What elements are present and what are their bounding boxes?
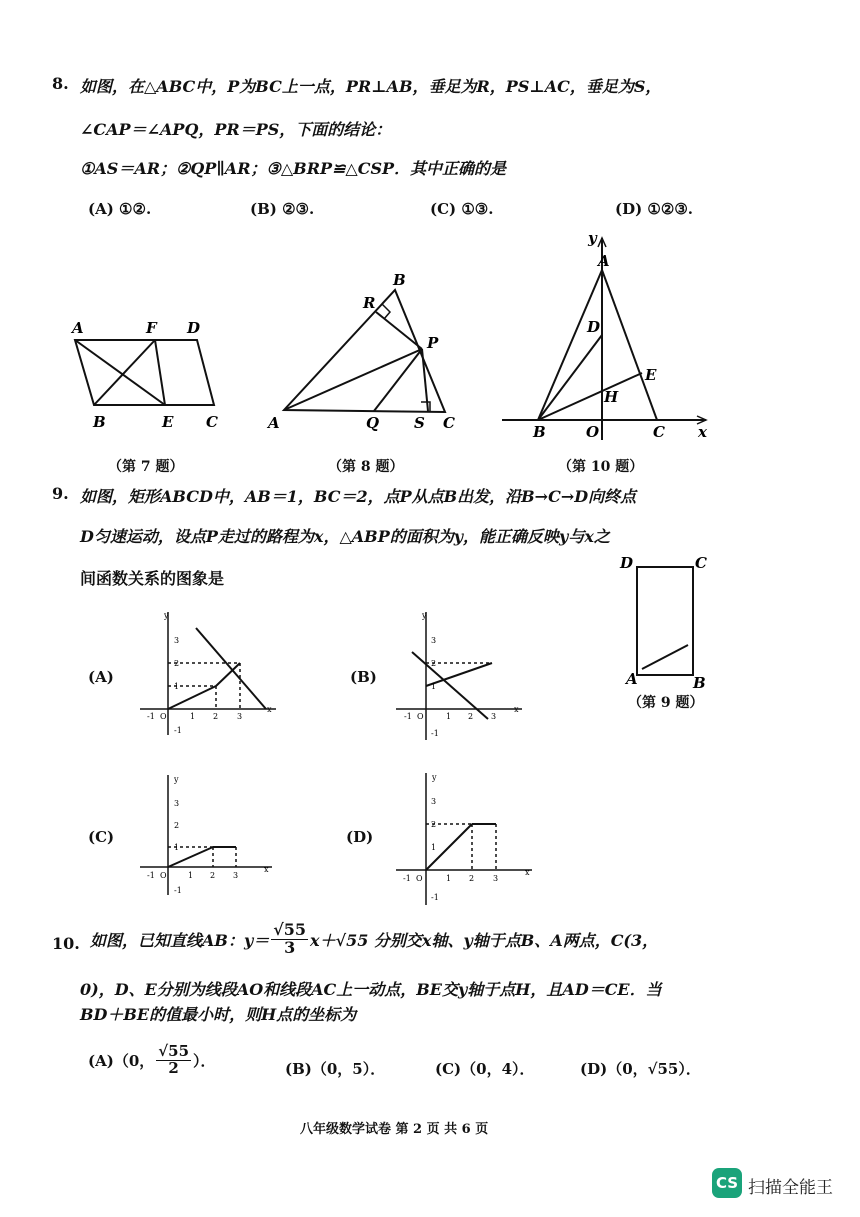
fig8-label-r: R bbox=[363, 294, 376, 312]
q10-option-a-numerator: √55 bbox=[158, 1042, 190, 1060]
fig7-label-b: B bbox=[93, 413, 106, 431]
q9-line1: 如图，矩形ABCD中，AB＝1，BC＝2，点P从点B出发，沿B→C→D向终点 bbox=[80, 487, 637, 506]
fig10-label-y: y bbox=[588, 229, 597, 247]
q9-line2: D匀速运动，设点P走过的路程为x，△ABP的面积为y，能正确反映y与x之 bbox=[80, 527, 610, 546]
q10-option-a-fraction bbox=[156, 1044, 191, 1077]
fig7-label-d: D bbox=[187, 319, 201, 337]
tick-label: -1 bbox=[147, 871, 155, 880]
fig10-label-x: x bbox=[698, 423, 707, 441]
q8-line1: 如图，在△ABC中，P为BC上一点，PR⊥AB，垂足为R，PS⊥AC，垂足为S， bbox=[80, 77, 662, 96]
fig9-label-a: A bbox=[626, 670, 638, 688]
tick-label: -1 bbox=[174, 726, 182, 735]
tick-label: 3 bbox=[237, 712, 243, 721]
tick-label: O bbox=[160, 871, 167, 880]
tick-label: 1 bbox=[188, 871, 194, 880]
tick-label: 1 bbox=[446, 874, 452, 883]
q10-option-a-prefix: (A)（0， bbox=[88, 1051, 155, 1070]
tick-label: 3 bbox=[431, 636, 437, 645]
q10-fraction bbox=[271, 922, 308, 957]
tick-label: 3 bbox=[431, 797, 437, 806]
q9-graph-label-d: (D) bbox=[346, 828, 374, 846]
tick-label: y bbox=[422, 611, 427, 620]
tick-label: 1 bbox=[174, 843, 180, 852]
q8-option-a: (A) ①②. bbox=[88, 200, 152, 218]
tick-label: 1 bbox=[446, 712, 452, 721]
fig8-caption: （第 8 题） bbox=[328, 459, 404, 475]
tick-label: 3 bbox=[174, 636, 180, 645]
fig10-label-o: O bbox=[586, 423, 600, 441]
fig10-caption: （第 10 题） bbox=[558, 459, 644, 475]
tick-label: y bbox=[432, 773, 437, 782]
q9-graph-label-c: (C) bbox=[88, 828, 115, 846]
q8-line3: ①AS＝AR；②QP∥AR；③△BRP≌△CSP．其中正确的是 bbox=[80, 159, 507, 178]
fig7-label-f: F bbox=[146, 319, 157, 337]
q10-line1-end: x＋√55 分别交x轴、y轴于点B、A两点，C(3， bbox=[310, 930, 659, 950]
fig7-label-c: C bbox=[206, 413, 218, 431]
tick-label: 2 bbox=[431, 820, 437, 829]
tick-label: x bbox=[514, 705, 519, 714]
fig8-label-a: A bbox=[268, 414, 280, 432]
tick-label: O bbox=[417, 712, 424, 721]
q10-option-a bbox=[88, 1044, 216, 1077]
q10-number: 10. bbox=[52, 934, 80, 953]
q9-number: 9. bbox=[52, 484, 69, 503]
tick-label: 2 bbox=[210, 871, 216, 880]
fig10-label-d: D bbox=[587, 318, 601, 336]
fig8-label-c: C bbox=[443, 414, 455, 432]
q10-fraction-numerator: √55 bbox=[273, 920, 307, 939]
q10-option-a-suffix: ）． bbox=[193, 1051, 216, 1070]
q10-line1 bbox=[90, 922, 658, 957]
tick-label: 2 bbox=[174, 821, 180, 830]
fig10-label-c: C bbox=[653, 423, 665, 441]
tick-label: x bbox=[525, 868, 530, 877]
tick-label: 1 bbox=[431, 682, 437, 691]
tick-label: O bbox=[416, 874, 423, 883]
fig8-label-b: B bbox=[393, 271, 406, 289]
tick-label: -1 bbox=[174, 886, 182, 895]
fig9-label-d: D bbox=[620, 554, 634, 572]
q10-line1-start: 如图，已知直线AB：y＝ bbox=[90, 930, 270, 950]
tick-label: 1 bbox=[431, 843, 437, 852]
fig10-label-a: A bbox=[598, 252, 610, 270]
q10-option-d: (D)（0，√55）． bbox=[580, 1060, 701, 1078]
fig8-label-p: P bbox=[427, 334, 439, 352]
q8-option-d: (D) ①②③. bbox=[615, 200, 693, 218]
fig7-caption: （第 7 题） bbox=[108, 459, 184, 475]
fig9-label-c: C bbox=[695, 554, 707, 572]
tick-label: x bbox=[264, 865, 269, 874]
q9-line3: 间函数关系的图象是 bbox=[80, 569, 225, 588]
fig10-label-b: B bbox=[533, 423, 546, 441]
tick-label: 3 bbox=[493, 874, 499, 883]
fig8-label-s: S bbox=[414, 414, 425, 432]
q9-graph-label-a: (A) bbox=[88, 668, 114, 686]
tick-label: y bbox=[164, 611, 169, 620]
tick-label: 2 bbox=[468, 712, 474, 721]
tick-label: 3 bbox=[491, 712, 497, 721]
tick-label: 3 bbox=[233, 871, 239, 880]
tick-label: O bbox=[160, 712, 167, 721]
fig7-label-e: E bbox=[162, 413, 174, 431]
tick-label: 2 bbox=[431, 659, 437, 668]
fig8-label-q: Q bbox=[366, 414, 380, 432]
q10-option-a-denominator: 2 bbox=[168, 1058, 179, 1077]
q10-option-b: (B)（0，5）． bbox=[285, 1060, 386, 1078]
q8-option-b: (B) ②③. bbox=[250, 200, 315, 218]
q8-number: 8. bbox=[52, 74, 69, 93]
tick-label: -1 bbox=[404, 712, 412, 721]
fig9-caption: （第 9 题） bbox=[628, 695, 704, 711]
tick-label: -1 bbox=[403, 874, 411, 883]
fig10-label-h: H bbox=[604, 388, 619, 406]
scanner-logo-icon: CS bbox=[712, 1168, 742, 1198]
q8-option-c: (C) ①③. bbox=[430, 200, 494, 218]
q8-line2: ∠CAP＝∠APQ，PR＝PS，下面的结论： bbox=[80, 120, 392, 139]
fig9-label-b: B bbox=[693, 674, 706, 692]
tick-label: 1 bbox=[174, 682, 180, 691]
page-footer: 八年级数学试卷 第 2 页 共 6 页 bbox=[300, 1122, 489, 1137]
tick-label: 2 bbox=[174, 659, 180, 668]
tick-label: -1 bbox=[147, 712, 155, 721]
q10-fraction-denominator: 3 bbox=[284, 937, 296, 957]
tick-label: 2 bbox=[469, 874, 475, 883]
q10-line3: BD＋BE的值最小时，则H点的坐标为 bbox=[80, 1005, 357, 1024]
tick-label: y bbox=[174, 775, 179, 784]
q9-graph-label-b: (B) bbox=[350, 668, 377, 686]
scanner-brand: 扫描全能王 bbox=[748, 1178, 833, 1198]
q10-option-c: (C)（0，4）． bbox=[435, 1060, 535, 1078]
tick-label: x bbox=[267, 705, 272, 714]
tick-label: 2 bbox=[213, 712, 219, 721]
tick-label: 1 bbox=[190, 712, 196, 721]
tick-label: 3 bbox=[174, 799, 180, 808]
fig10-label-e: E bbox=[645, 366, 657, 384]
tick-label: -1 bbox=[431, 893, 439, 902]
tick-label: -1 bbox=[431, 729, 439, 738]
fig7-label-a: A bbox=[72, 319, 84, 337]
q10-line2: 0)，D、E分别为线段AO和线段AC上一动点，BE交y轴于点H，且AD＝CE．当 bbox=[80, 980, 662, 999]
